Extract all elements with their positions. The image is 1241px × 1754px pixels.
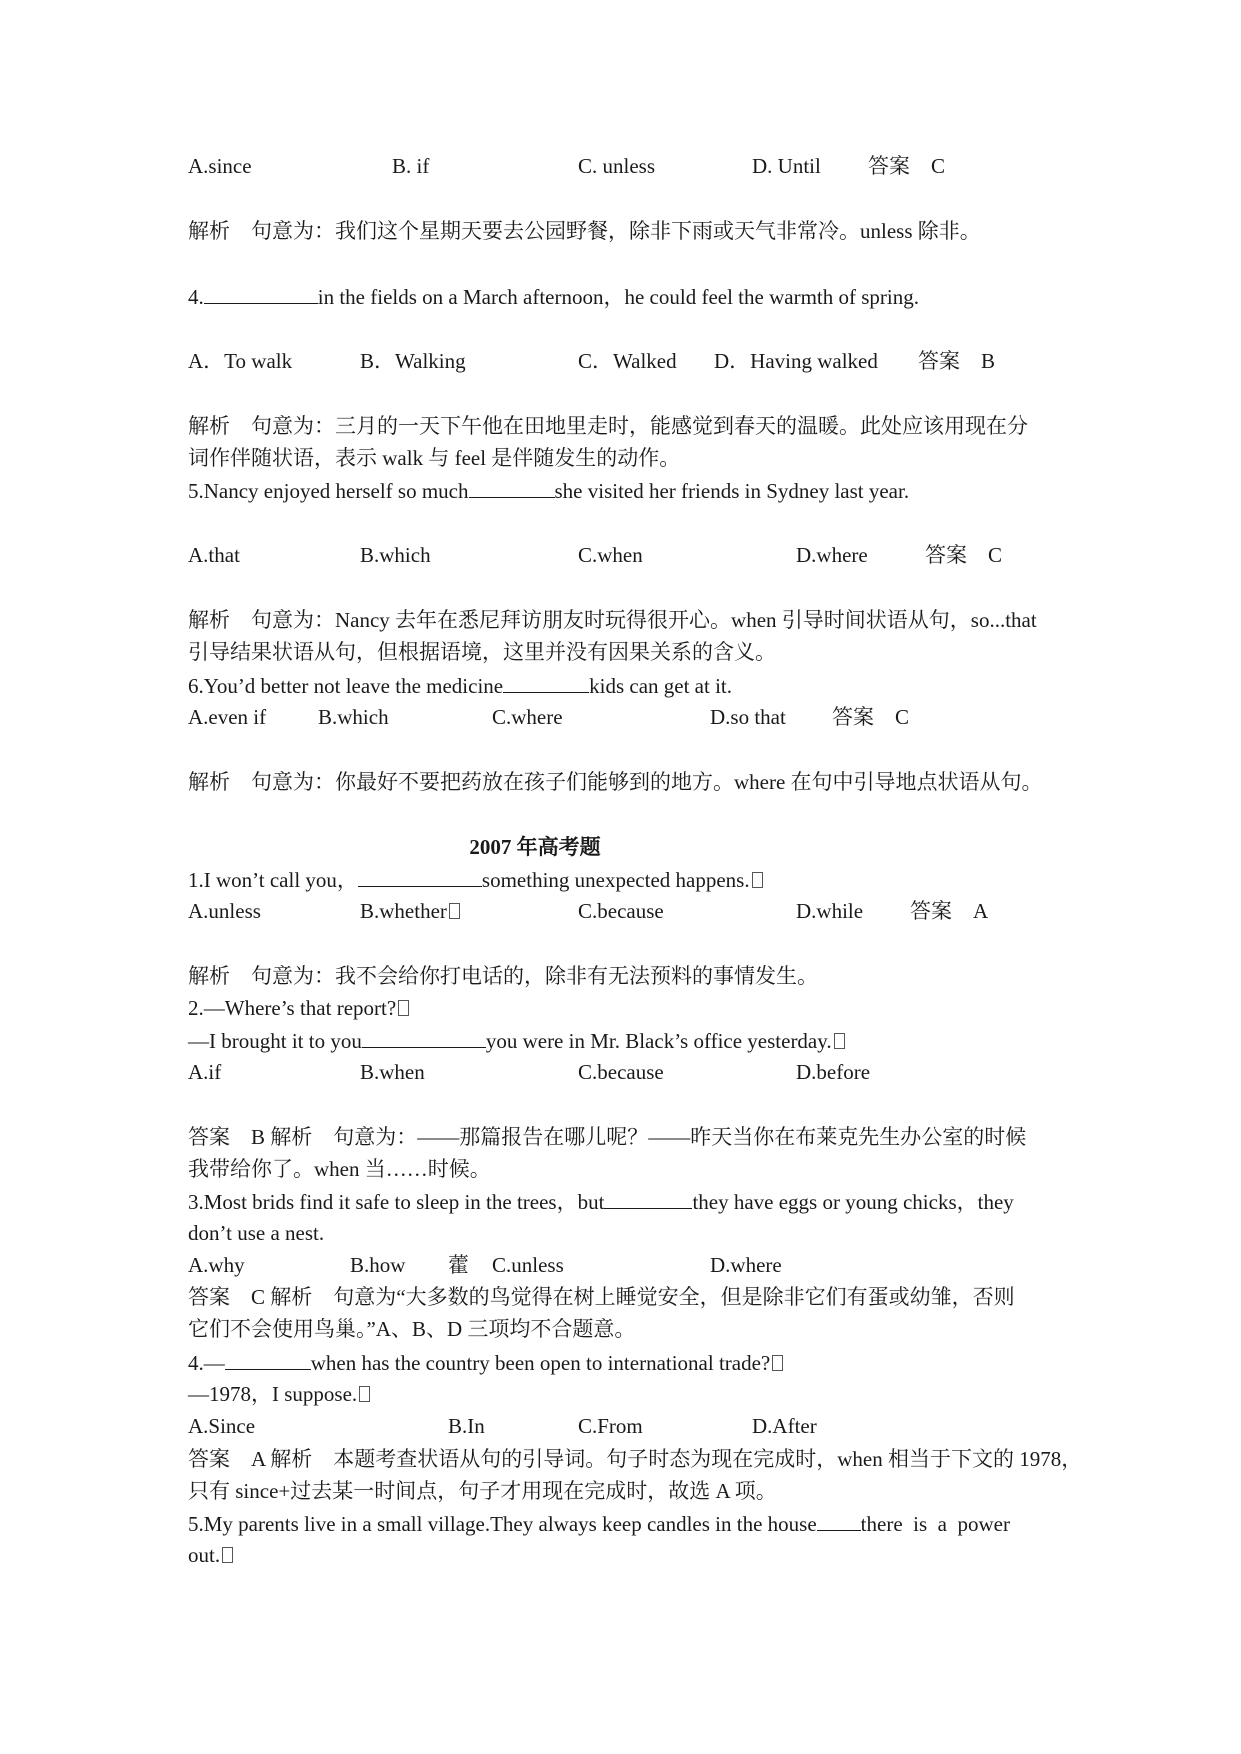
- q4-option-c: C．Walked: [578, 349, 677, 373]
- section-question-2-prompt: 2.—Where’s that report?: [188, 996, 397, 1020]
- q5-option-b: B.which: [360, 543, 431, 567]
- s3-stray-glyph: 藿: [448, 1253, 469, 1277]
- q6-option-c: C.where: [492, 705, 563, 729]
- s4-option-c: C.From: [578, 1414, 643, 1438]
- q4-option-a: A．To walk: [188, 349, 293, 373]
- q5-option-d: D.where: [796, 543, 868, 567]
- answer-blank: [362, 1027, 486, 1048]
- section-question-5-text-before: 5.My parents live in a small village.They always keep candles in the house: [188, 1512, 817, 1536]
- q5-answer: 答案 C: [925, 543, 1003, 567]
- q5-option-a: A.that: [188, 543, 240, 567]
- section-question-1: [188, 866, 763, 893]
- q4-option-d: D．Having walked: [714, 349, 878, 373]
- s3-analysis-line-2: 它们不会使用鸟巢。”A、B、D 三项均不合题意。: [188, 1317, 636, 1341]
- q3-option-a: A.since: [188, 154, 252, 178]
- section-question-3-text-after: they have eggs or young chicks，they: [692, 1190, 1014, 1214]
- q5-analysis-line-1: 解析 句意为：Nancy 去年在悉尼拜访朋友时玩得很开心。when 引导时间状语从句，so...that: [188, 608, 1037, 632]
- question-4: [188, 283, 919, 310]
- s2-analysis-line-1: 答案 B 解析 句意为：——那篇报告在哪儿呢？——昨天当你在布莱克先生办公室的时候: [188, 1125, 1027, 1149]
- q3-option-d: D. Until: [752, 154, 821, 178]
- s1-analysis: 解析 句意为：我不会给你打电话的，除非有无法预料的事情发生。: [188, 964, 818, 988]
- question-4-number: 4.: [188, 285, 204, 309]
- section-question-3-line-1: [188, 1188, 1014, 1215]
- s2-option-a: A.if: [188, 1060, 222, 1084]
- section-question-4-reply: —1978，I suppose.: [188, 1382, 358, 1406]
- section-question-2-text-after: you were in Mr. Black’s office yesterday.: [485, 1029, 832, 1053]
- q3-analysis: 解析 句意为：我们这个星期天要去公园野餐，除非下雨或天气非常冷。unless 除非。: [188, 219, 981, 243]
- answer-blank: [358, 866, 482, 887]
- q4-option-b: B．Walking: [360, 349, 466, 373]
- s1-answer: 答案 A: [910, 899, 989, 923]
- answer-blank: [469, 477, 555, 498]
- s3-option-b: B.how: [350, 1253, 406, 1277]
- section-question-4-line-2: [188, 1381, 370, 1407]
- section-question-3-text-before: 3.Most brids find it safe to sleep in the trees，but: [188, 1190, 605, 1214]
- question-6: [188, 672, 732, 699]
- s2-option-b: B.when: [360, 1060, 425, 1084]
- s4-option-d: D.After: [752, 1414, 817, 1438]
- q3-answer: 答案 C: [868, 154, 946, 178]
- section-question-2-line-1: [188, 995, 409, 1021]
- s1-option-c: C.because: [578, 899, 664, 923]
- section-question-1-text-after: something unexpected happens.: [481, 868, 750, 892]
- section-question-4-text-after: when has the country been open to international trade?: [310, 1351, 771, 1375]
- q5-analysis-line-2: 引导结果状语从句，但根据语境，这里并没有因果关系的含义。: [188, 640, 776, 664]
- section-question-1-text-before: 1.I won’t call you，: [188, 868, 358, 892]
- s3-option-a: A.why: [188, 1253, 245, 1277]
- s4-option-b: B.In: [448, 1414, 485, 1438]
- question-6-text-before: 6.You’d better not leave the medicine: [188, 674, 504, 698]
- s1-option-d: D.while: [796, 899, 864, 923]
- s3-option-d: D.where: [710, 1253, 782, 1277]
- unrendered-glyph-box: [398, 1000, 409, 1016]
- section-question-5-line-1: [188, 1510, 1010, 1537]
- section-heading: 2007 年高考题: [469, 835, 601, 859]
- section-question-5-tail: out.: [188, 1543, 221, 1567]
- section-question-2-line-2: [188, 1027, 845, 1054]
- s4-analysis-line-1: 答案 A 解析 本题考查状语从句的引导词。句子时态为现在完成时，when 相当于下文的 1978，: [188, 1447, 1083, 1471]
- section-question-5-line-2: [188, 1542, 233, 1568]
- unrendered-glyph-box: [449, 903, 460, 919]
- answer-blank: [604, 1188, 692, 1209]
- answer-blank: [503, 672, 589, 693]
- q4-analysis-line-2: 词作伴随状语，表示 walk 与 feel 是伴随发生的动作。: [188, 446, 681, 470]
- section-question-3-line-2: don’t use a nest.: [188, 1221, 325, 1245]
- q3-option-b: B. if: [392, 154, 430, 178]
- section-question-4-line-1: [188, 1349, 783, 1376]
- answer-blank: [204, 283, 318, 304]
- section-question-2-text-before: —I brought it to you: [188, 1029, 362, 1053]
- s3-option-c: C.unless: [492, 1253, 564, 1277]
- q6-option-a: A.even if: [188, 705, 267, 729]
- section-question-5-text-after: there is a power: [860, 1512, 1010, 1536]
- unrendered-glyph-box: [772, 1355, 783, 1371]
- unrendered-glyph-box: [222, 1547, 233, 1563]
- s4-option-a: A.Since: [188, 1414, 256, 1438]
- unrendered-glyph-box: [359, 1386, 370, 1402]
- s4-analysis-line-2: 只有 since+过去某一时间点，句子才用现在完成时，故选 A 项。: [188, 1479, 777, 1503]
- unrendered-glyph-box: [752, 872, 763, 888]
- q6-analysis: 解析 句意为：你最好不要把药放在孩子们能够到的地方。where 在句中引导地点状语从句。: [188, 770, 1043, 794]
- s1-option-b-label: B.whether: [360, 899, 447, 923]
- answer-blank: [225, 1349, 311, 1370]
- question-5-text-before: 5.Nancy enjoyed herself so much: [188, 479, 469, 503]
- s1-option-b: [360, 898, 460, 924]
- s2-option-c: C.because: [578, 1060, 664, 1084]
- q6-answer: 答案 C: [832, 705, 910, 729]
- q6-option-d: D.so that: [710, 705, 786, 729]
- question-6-text-after: kids can get at it.: [589, 674, 733, 698]
- question-5-text-after: she visited her friends in Sydney last year.: [554, 479, 910, 503]
- question-5: [188, 477, 909, 504]
- unrendered-glyph-box: [834, 1033, 845, 1049]
- s3-analysis-line-1: 答案 C 解析 句意为“大多数的鸟觉得在树上睡觉安全，但是除非它们有蛋或幼雏，否则: [188, 1285, 1015, 1309]
- section-question-4-text-before: 4.—: [188, 1351, 225, 1375]
- q4-analysis-line-1: 解析 句意为：三月的一天下午他在田地里走时，能感觉到春天的温暖。此处应该用现在分: [188, 414, 1028, 438]
- q5-option-c: C.when: [578, 543, 643, 567]
- answer-blank: [817, 1510, 861, 1531]
- q3-option-c: C. unless: [578, 154, 656, 178]
- question-4-text: in the fields on a March afternoon，he could feel the warmth of spring.: [317, 285, 919, 309]
- s1-option-a: A.unless: [188, 899, 261, 923]
- q6-option-b: B.which: [318, 705, 389, 729]
- s2-analysis-line-2: 我带给你了。when 当……时候。: [188, 1157, 491, 1181]
- q4-answer: 答案 B: [918, 349, 996, 373]
- s2-option-d: D.before: [796, 1060, 871, 1084]
